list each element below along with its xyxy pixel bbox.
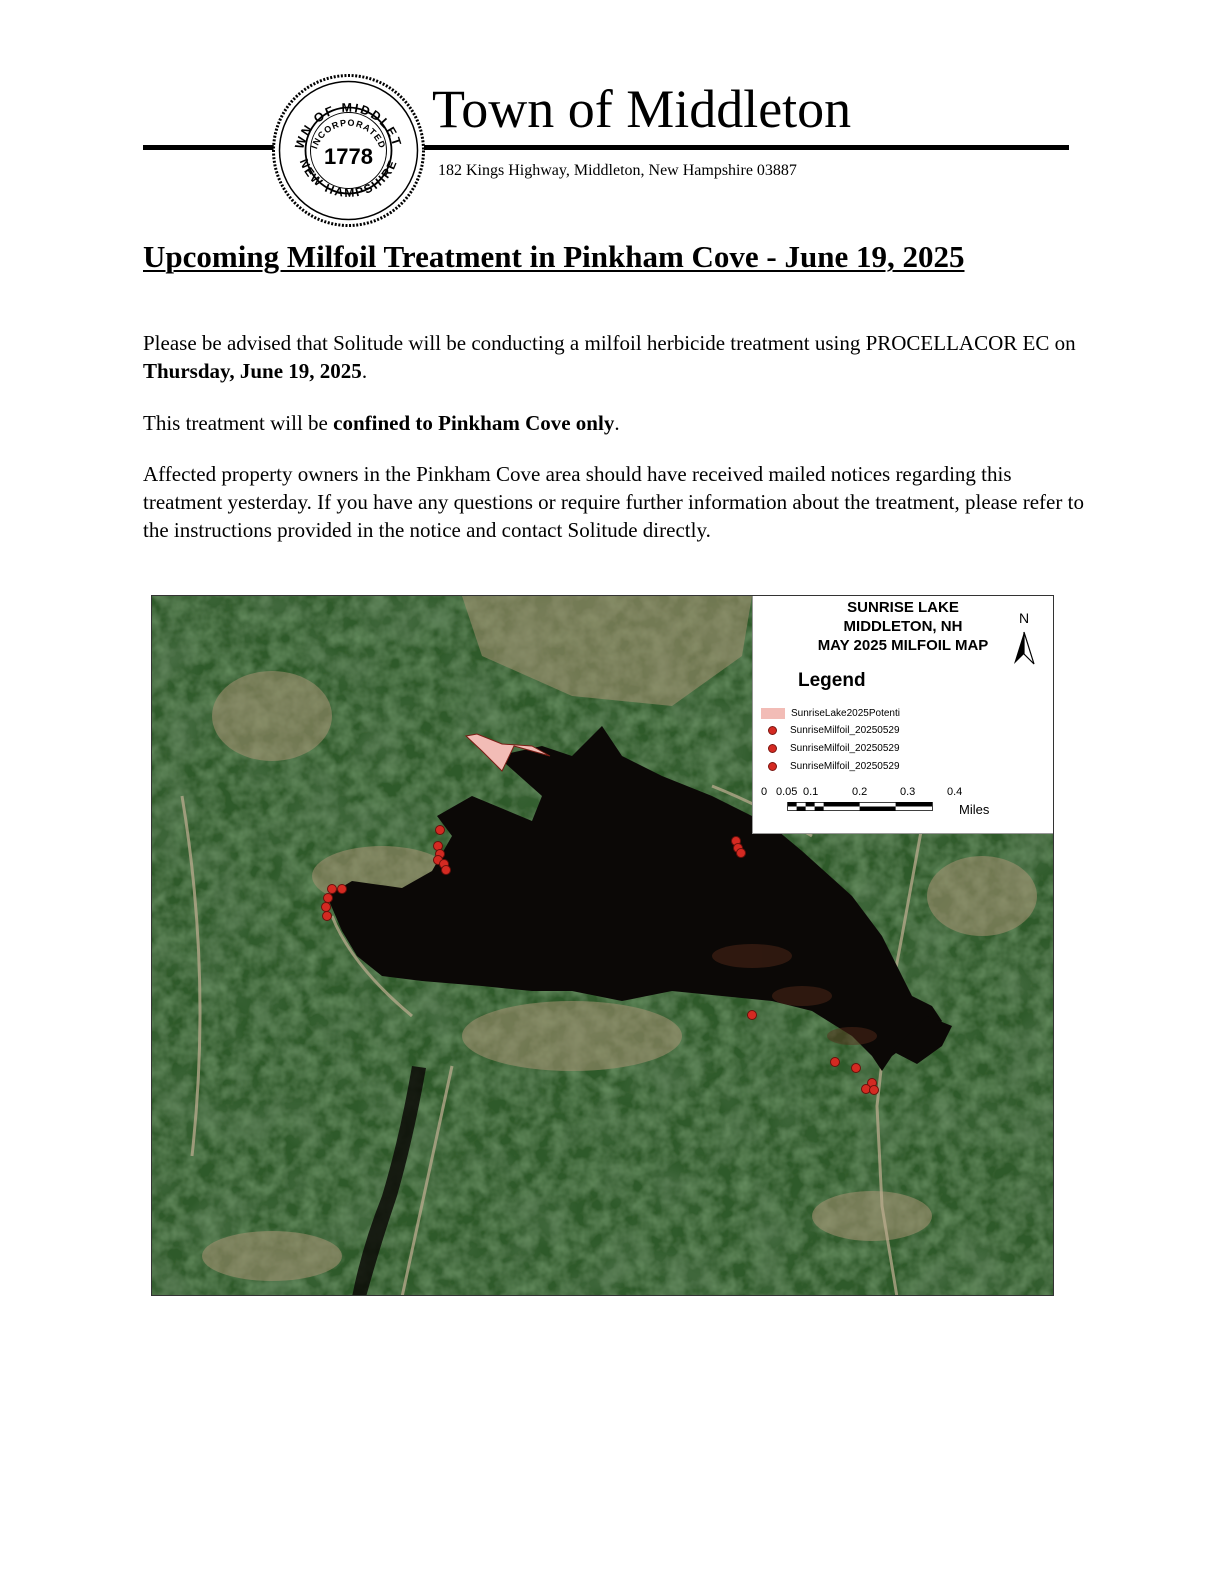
paragraph-2-end: .: [614, 411, 620, 435]
scale-tick-label: 0.2: [852, 786, 868, 798]
scale-tick-label: 0.3: [900, 786, 916, 798]
paragraph-2-text: This treatment will be: [143, 411, 334, 435]
notice-paragraph-1: [143, 329, 1083, 385]
paragraph-1-end: .: [361, 359, 368, 383]
legend-item-label: SunriseMilfoil_20250529: [790, 761, 900, 772]
treatment-date: Thursday, June 19, 2025: [143, 359, 362, 383]
north-arrow: [1009, 610, 1039, 666]
notice-headline: Upcoming Milfoil Treatment in Pinkham Cove - June 19, 2025: [143, 239, 965, 274]
seal-inner-text: INCORPORATED: [309, 117, 388, 151]
legend-item-label: SunriseLake2025Potenti: [791, 708, 900, 719]
milfoil-point-swatch: [768, 744, 777, 753]
map-title-line-1: SUNRISE LAKE: [847, 599, 959, 616]
legend-item-treatment-area: [761, 707, 900, 721]
treatment-scope: confined to Pinkham Cove only: [333, 411, 615, 435]
map-title-line-2: MIDDLETON, NH: [843, 618, 963, 635]
scale-tick-label: 0.05: [776, 786, 798, 798]
seal-ring-top-text: WN OF MIDDLET: [292, 100, 405, 151]
paragraph-1-text: Please be advised that Solitude will be conducting a milfoil herbicide treatment using PROCELLACOR EC on: [143, 331, 1076, 355]
town-title: Town of Middleton: [432, 79, 852, 139]
scale-bar-graphic: [763, 802, 957, 811]
header-rule-right: [424, 145, 1069, 150]
map-title-line-3: MAY 2025 MILFOIL MAP: [817, 637, 989, 654]
milfoil-point-swatch: [768, 762, 777, 771]
north-arrow-label: N: [1018, 610, 1030, 626]
town-seal: [271, 73, 426, 228]
legend-item-label: SunriseMilfoil_20250529: [790, 725, 900, 736]
treatment-area-swatch: [761, 708, 785, 719]
notice-paragraph-3: Affected property owners in the Pinkham Cove area should have received mailed notices regarding this treatment yesterday. If you have any questions or require further information about the treatment, please refer to the instructions provided in the notice and contact Solitude directly.: [143, 462, 1084, 542]
milfoil-point-swatch: [768, 726, 777, 735]
legend-item-milfoil-3: [761, 760, 900, 774]
legend-item-label: SunriseMilfoil_20250529: [790, 743, 900, 754]
legend-item-milfoil-2: [761, 742, 900, 756]
seal-year: 1778: [324, 144, 373, 169]
scale-tick-label: 0.1: [803, 786, 819, 798]
map-legend-panel: [752, 596, 1053, 834]
seal-ring-bottom-text: NEW HAMPSHIRE: [296, 156, 401, 201]
milfoil-map: [151, 595, 1054, 1296]
legend-item-milfoil-1: [761, 724, 900, 738]
scale-bar: [763, 786, 993, 820]
town-address: 182 Kings Highway, Middleton, New Hampshire 03887: [438, 162, 797, 179]
notice-paragraph-2: [143, 409, 1083, 437]
scale-units: Miles: [959, 802, 990, 817]
scale-tick-label: 0: [761, 786, 768, 798]
header-rule-left: [143, 145, 274, 150]
scale-tick-label: 0.4: [947, 786, 963, 798]
legend-heading: Legend: [798, 670, 866, 691]
map-title: [775, 598, 1031, 655]
